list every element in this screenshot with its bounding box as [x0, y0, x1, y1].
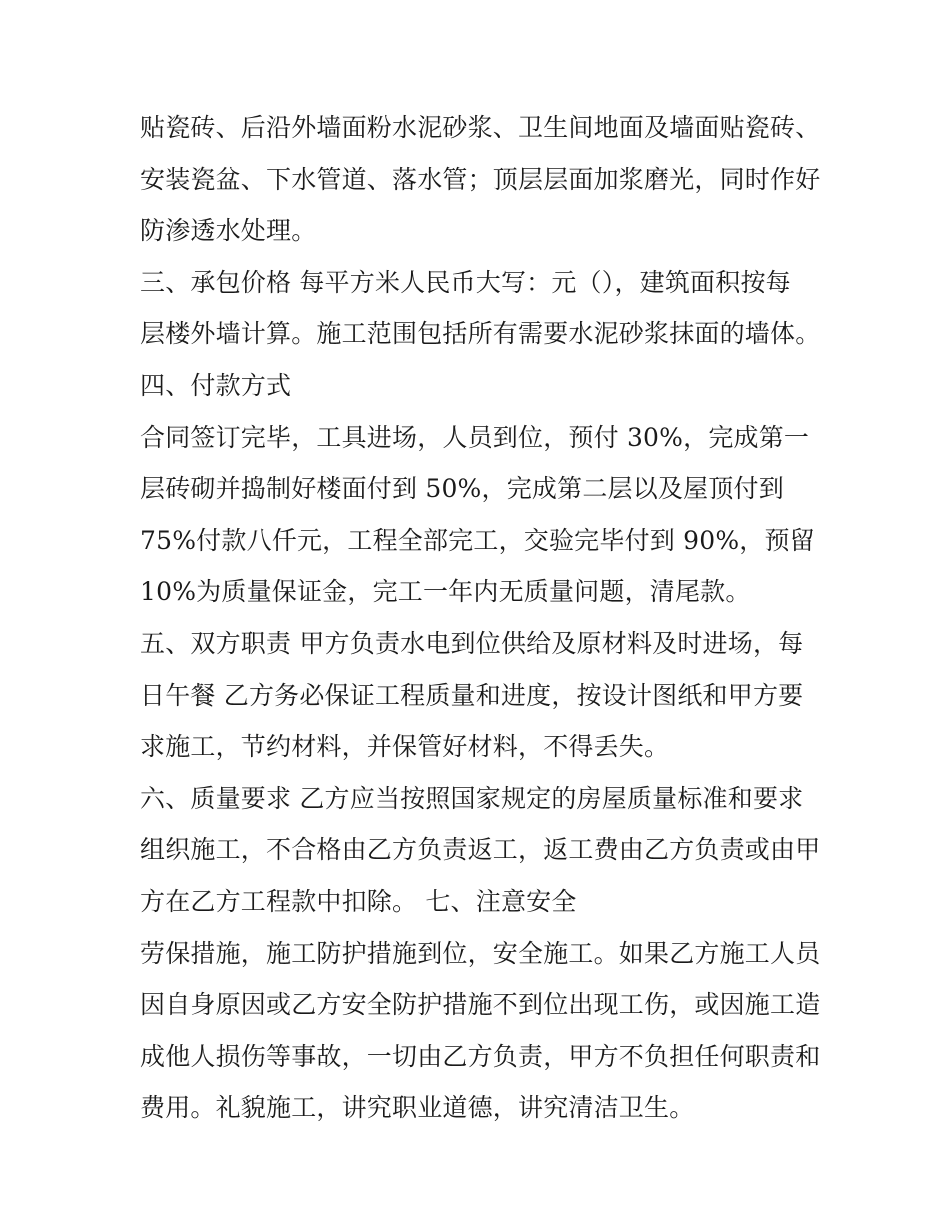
text-line: 日午餐 乙方务必保证工程质量和进度，按设计图纸和甲方要 — [140, 680, 804, 710]
text-line: 因自身原因或乙方安全防护措施不到位出现工伤，或因施工造 — [140, 990, 821, 1020]
text-line: 层楼外墙计算。施工范围包括所有需要水泥砂浆抹面的墙体。 — [140, 319, 821, 349]
section-heading-price: 三、承包价格 每平方米人民币大写：元（），建筑面积按每 — [140, 267, 791, 297]
text-line: 防渗透水处理。 — [140, 216, 317, 246]
section-heading-payment: 四、付款方式 — [140, 370, 292, 400]
text-line: 10%为质量保证金，完工一年内无质量问题，清尾款。 — [140, 577, 751, 607]
text-line: 组织施工，不合格由乙方负责返工，返工费由乙方负责或由甲 — [140, 835, 821, 865]
text-line: 成他人损伤等事故，一切由乙方负责，甲方不负担任何职责和 — [140, 1041, 821, 1071]
text-line: 方在乙方工程款中扣除。 七、注意安全 — [140, 886, 577, 916]
text-line: 合同签订完毕，工具进场，人员到位，预付 30%，完成第一 — [140, 422, 810, 452]
text-line: 贴瓷砖、后沿外墙面粉水泥砂浆、卫生间地面及墙面贴瓷砖、 — [140, 113, 821, 142]
document-body — [140, 102, 820, 1134]
text-line: 劳保措施，施工防护措施到位，安全施工。如果乙方施工人员 — [140, 938, 821, 968]
text-line: 求施工，节约材料，并保管好材料，不得丢失。 — [140, 732, 670, 762]
text-line: 75%付款八仟元，工程全部完工，交验完毕付到 90%，预留 — [140, 525, 815, 555]
text-line: 安装瓷盆、下水管道、落水管；顶层层面加浆磨光，同时作好 — [140, 164, 821, 194]
text-line: 费用。礼貌施工，讲究职业道德，讲究清洁卫生。 — [140, 1093, 695, 1123]
section-heading-quality: 六、质量要求 乙方应当按照国家规定的房屋质量标准和要求 — [140, 783, 804, 813]
text-line: 层砖砌并捣制好楼面付到 50%，完成第二层以及屋顶付到 — [140, 474, 784, 504]
section-heading-duties: 五、双方职责 甲方负责水电到位供给及原材料及时进场，每 — [140, 628, 804, 658]
